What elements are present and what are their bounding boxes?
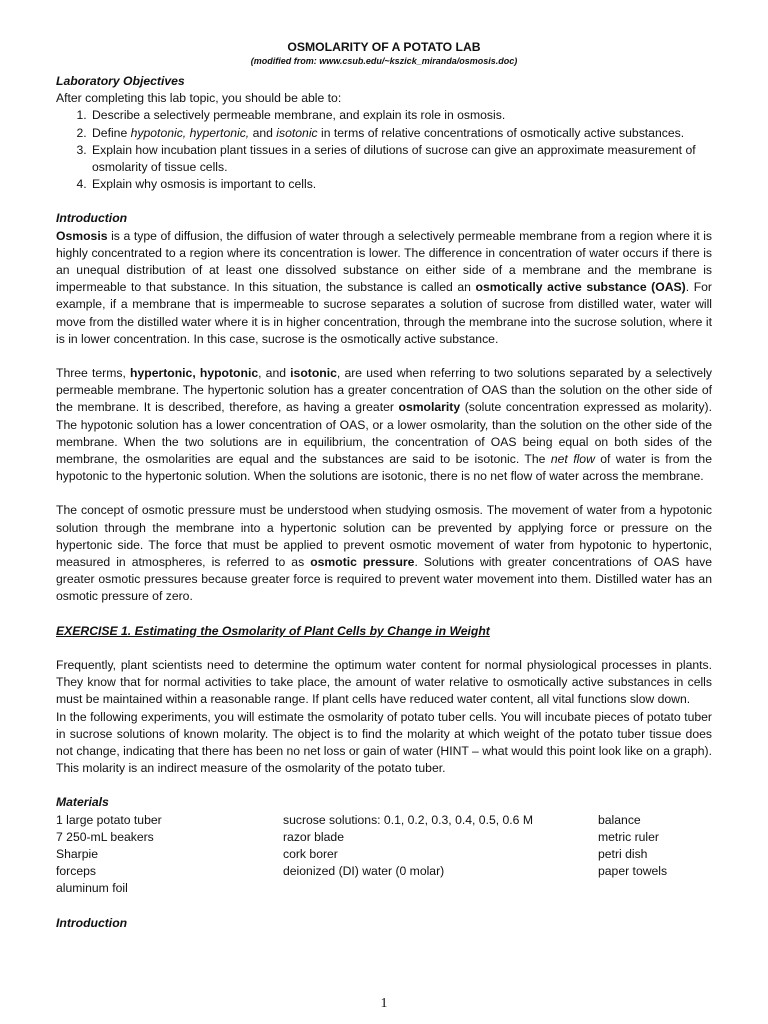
objectives-intro: After completing this lab topic, you should be able to: [56,91,342,106]
materials-heading: Materials [56,795,109,810]
material-item: razor blade [283,829,344,844]
material-item: forceps [56,864,96,879]
objectives-heading: Laboratory Objectives [56,74,185,88]
material-item: 1 large potato tuber [56,812,162,827]
objectives-list [56,107,712,193]
page-content [56,40,712,932]
objective-item: 2. Define hypotonic, hypertonic, and isotonic in terms of relative concentrations of osmotically active substances. [90,125,712,142]
materials-list [56,812,712,898]
material-item: 7 250-mL beakers [56,829,154,844]
material-item: Sharpie [56,846,99,861]
material-item: balance [598,812,641,827]
material-item: petri dish [598,846,648,861]
intro-paragraph-2: Three terms, hypertonic, hypotonic, and isotonic, are used when referring to two solutions separated by a selectively permeable membrane. The hypertonic solution has a greater concentration of OAS than the solution on the other side of the membrane. It is described, therefore, as having a greater osmolarity (solute concentration expressed as molarity). The hypotonic solution has a lower concentration of OAS, or a lower osmolarity, than the solution on the other side of the membrane. When the two solutions are in equilibrium, the concentration of OAS being equal on both sides of the membrane, the osmolarities are equal and the substances are said to be isotonic. The net flow of water is from the hypotonic to the hypertonic solution. When the solutions are isotonic, there is no net flow of water across the membrane. [56,366,712,484]
material-item: paper towels [598,864,668,879]
intro-paragraph-1: Osmosis is a type of diffusion, the diffusion of water through a selectively permeable membrane from a region where it is highly concentrated to a region where its concentration is lower. The difference in concentration of water occurs if there is an unequal distribution of at least one dissolved substance on either side of a membrane and the membrane is impermeable to that substance. In this situation, the substance is called an osmotically active substance (OAS). For example, if a membrane that is impermeable to sucrose separates a solution of sucrose from distilled water, water will move from the distilled water where it is in higher concentration, through the membrane into the sucrose solution, where it is in lower concentration. In this case, sucrose is the osmotically active substance. [56,228,712,346]
objective-item: 4. Explain why osmosis is important to cells. [90,176,712,193]
exercise-paragraph-1: Frequently, plant scientists need to determine the optimum water content for normal physiological processes in plants. They know that for normal activities to take place, the amount of water relative to osmotically active substances in cells must be maintained within a reasonable range. If plant cells have reduced water content, all vital functions slow down. [56,657,712,707]
objective-item: 3. Explain how incubation plant tissues in a series of dilutions of sucrose can give an approximate measurement of osmolarity of tissue cells. [90,142,712,176]
introduction-heading-2: Introduction [56,915,128,930]
page-subtitle: (modified from: www.csub.edu/~kszick_miranda/osmosis.doc) [250,56,518,66]
material-item: deionized (DI) water (0 molar) [283,864,445,879]
material-item: sucrose solutions: 0.1, 0.2, 0.3, 0.4, 0.5, 0.6 M [283,812,533,827]
material-item: aluminum foil [56,881,128,896]
exercise-paragraph-2: In the following experiments, you will estimate the osmolarity of potato tuber cells. You will incubate pieces of potato tuber in sucrose solutions of known molarity. The object is to find the molarity at which weight of the potato tuber tissue does not change, indicating that there has been no net loss or gain of water (HINT – what would this point look like on a graph). This molarity is an indirect measure of the osmolarity of the potato tuber. [56,709,712,776]
objective-item: 1. Describe a selectively permeable membrane, and explain its role in osmosis. [90,107,712,124]
introduction-heading: Introduction [56,211,128,226]
exercise-heading: EXERCISE 1. Estimating the Osmolarity of Plant Cells by Change in Weight [56,623,490,638]
intro-paragraph-3: The concept of osmotic pressure must be understood when studying osmosis. The movement of water from a hypotonic solution through the membrane into a hypertonic solution can be prevented by applying force or pressure on the hypertonic side. The force that must be applied to prevent osmotic movement of water from hypotonic to hypertonic, measured in atmospheres, is referred to as osmotic pressure. Solutions with greater concentrations of OAS have greater osmotic pressures because greater force is required to prevent water movement into them. Distilled water has an osmotic pressure of zero. [56,503,712,604]
material-item: metric ruler [598,829,659,844]
page-title: OSMOLARITY OF A POTATO LAB [287,40,481,54]
material-item: cork borer [283,846,338,861]
page-number: 1 [380,996,388,1011]
